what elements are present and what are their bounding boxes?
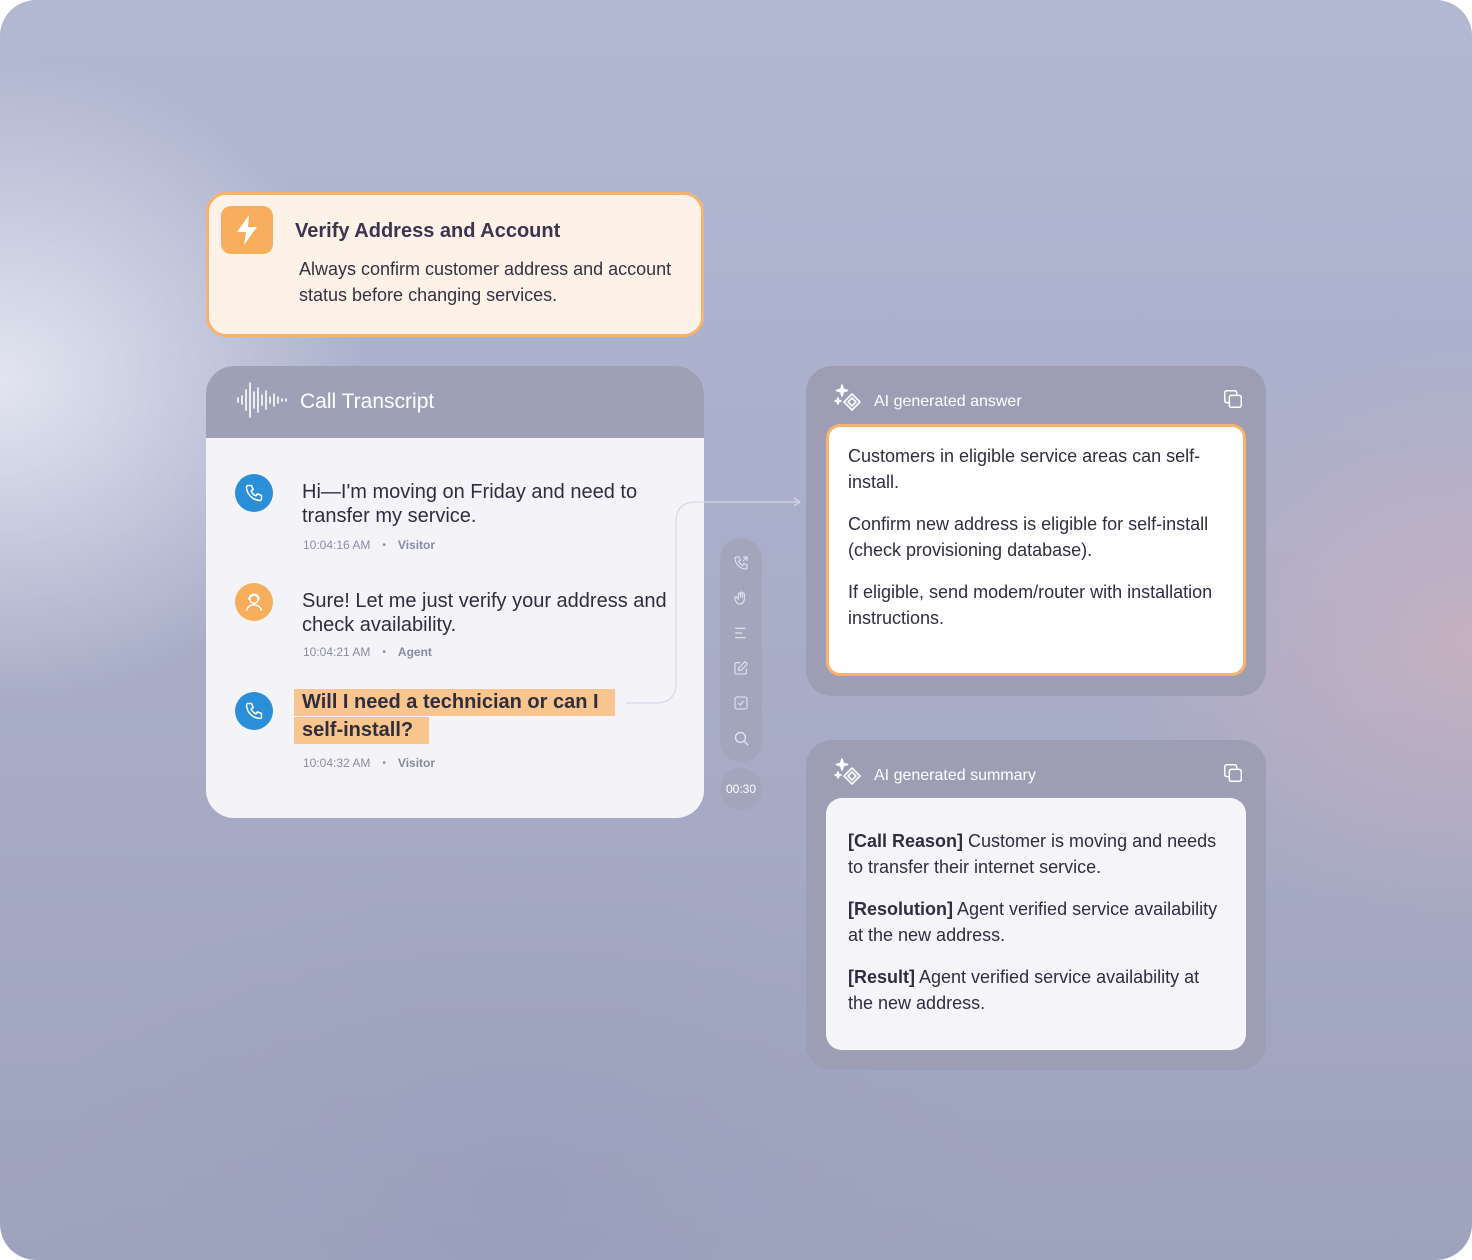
alert-title: Verify Address and Account (295, 220, 561, 242)
hand-icon[interactable] (730, 587, 752, 609)
copy-icon[interactable] (1222, 388, 1244, 415)
ai-summary-label: AI generated summary (874, 766, 1036, 784)
ai-summary-panel (806, 740, 1266, 1070)
message-role: Visitor (397, 756, 436, 770)
ai-answer-label: AI generated answer (874, 392, 1022, 410)
alert-body: Always confirm customer address and account status before changing services. (299, 259, 672, 305)
sparkles-icon (834, 758, 862, 793)
message-role: Agent (397, 645, 432, 659)
ai-summary-content (826, 798, 1246, 1050)
summary-text: Agent verified service availability at the new address. (848, 967, 1200, 1013)
ai-summary-header (834, 758, 1036, 793)
agent-avatar-icon (235, 583, 273, 621)
answer-paragraph: Confirm new address is eligible for self-install (check provisioning database). (848, 514, 1209, 560)
message-time: 10:04:21 AM (303, 645, 371, 659)
summary-tag: [Result] (848, 967, 915, 987)
separator-dot: • (382, 539, 386, 551)
answer-paragraph: Customers in eligible service areas can self-install. (848, 446, 1201, 492)
separator-dot: • (382, 646, 386, 658)
phone-icon (235, 474, 273, 512)
search-icon[interactable] (730, 727, 752, 749)
highlighted-question (302, 688, 672, 744)
ai-answer-panel (806, 366, 1266, 696)
answer-paragraph: If eligible, send modem/router with installation instructions. (848, 582, 1213, 628)
phone-transfer-icon[interactable] (730, 552, 752, 574)
edit-icon[interactable] (730, 657, 752, 679)
separator-dot: • (382, 757, 386, 769)
transcript-title: Call Transcript (300, 390, 435, 413)
summary-text: Agent verified service availability at the new address. (848, 899, 1218, 945)
highlight-line-2: self-install? (294, 717, 429, 744)
action-toolbar (720, 538, 762, 762)
message-meta (303, 538, 435, 552)
summary-item (848, 896, 1226, 948)
message-role: Visitor (397, 538, 436, 552)
guidance-alert-card (206, 192, 704, 337)
summary-tag: [Resolution] (848, 899, 953, 919)
summary-text: Customer is moving and needs to transfer their internet service. (848, 831, 1217, 877)
summary-tag: [Call Reason] (848, 831, 964, 851)
message-text: Sure! Let me just verify your address and check availability. (302, 590, 667, 636)
list-icon[interactable] (730, 622, 752, 644)
connector-line (620, 490, 806, 710)
soundwave-icon (236, 382, 288, 423)
copy-icon[interactable] (1222, 762, 1244, 789)
message-meta (303, 756, 435, 770)
message-meta (303, 645, 432, 659)
sparkles-icon (834, 384, 862, 419)
message-time: 10:04:32 AM (303, 756, 371, 770)
message-time: 10:04:16 AM (303, 538, 371, 552)
ai-answer-header (834, 384, 1022, 419)
ai-answer-content (826, 424, 1246, 676)
highlight-line-1: Will I need a technician or can I (294, 689, 615, 716)
transcript-header (206, 366, 704, 438)
phone-icon (235, 692, 273, 730)
lightning-bolt-icon (221, 206, 273, 254)
summary-item (848, 828, 1226, 880)
message-text: Hi—I'm moving on Friday and need to transfer my service. (302, 481, 638, 527)
checkbox-icon[interactable] (730, 692, 752, 714)
summary-item (848, 964, 1226, 1016)
call-timer: 00:30 (720, 768, 762, 810)
